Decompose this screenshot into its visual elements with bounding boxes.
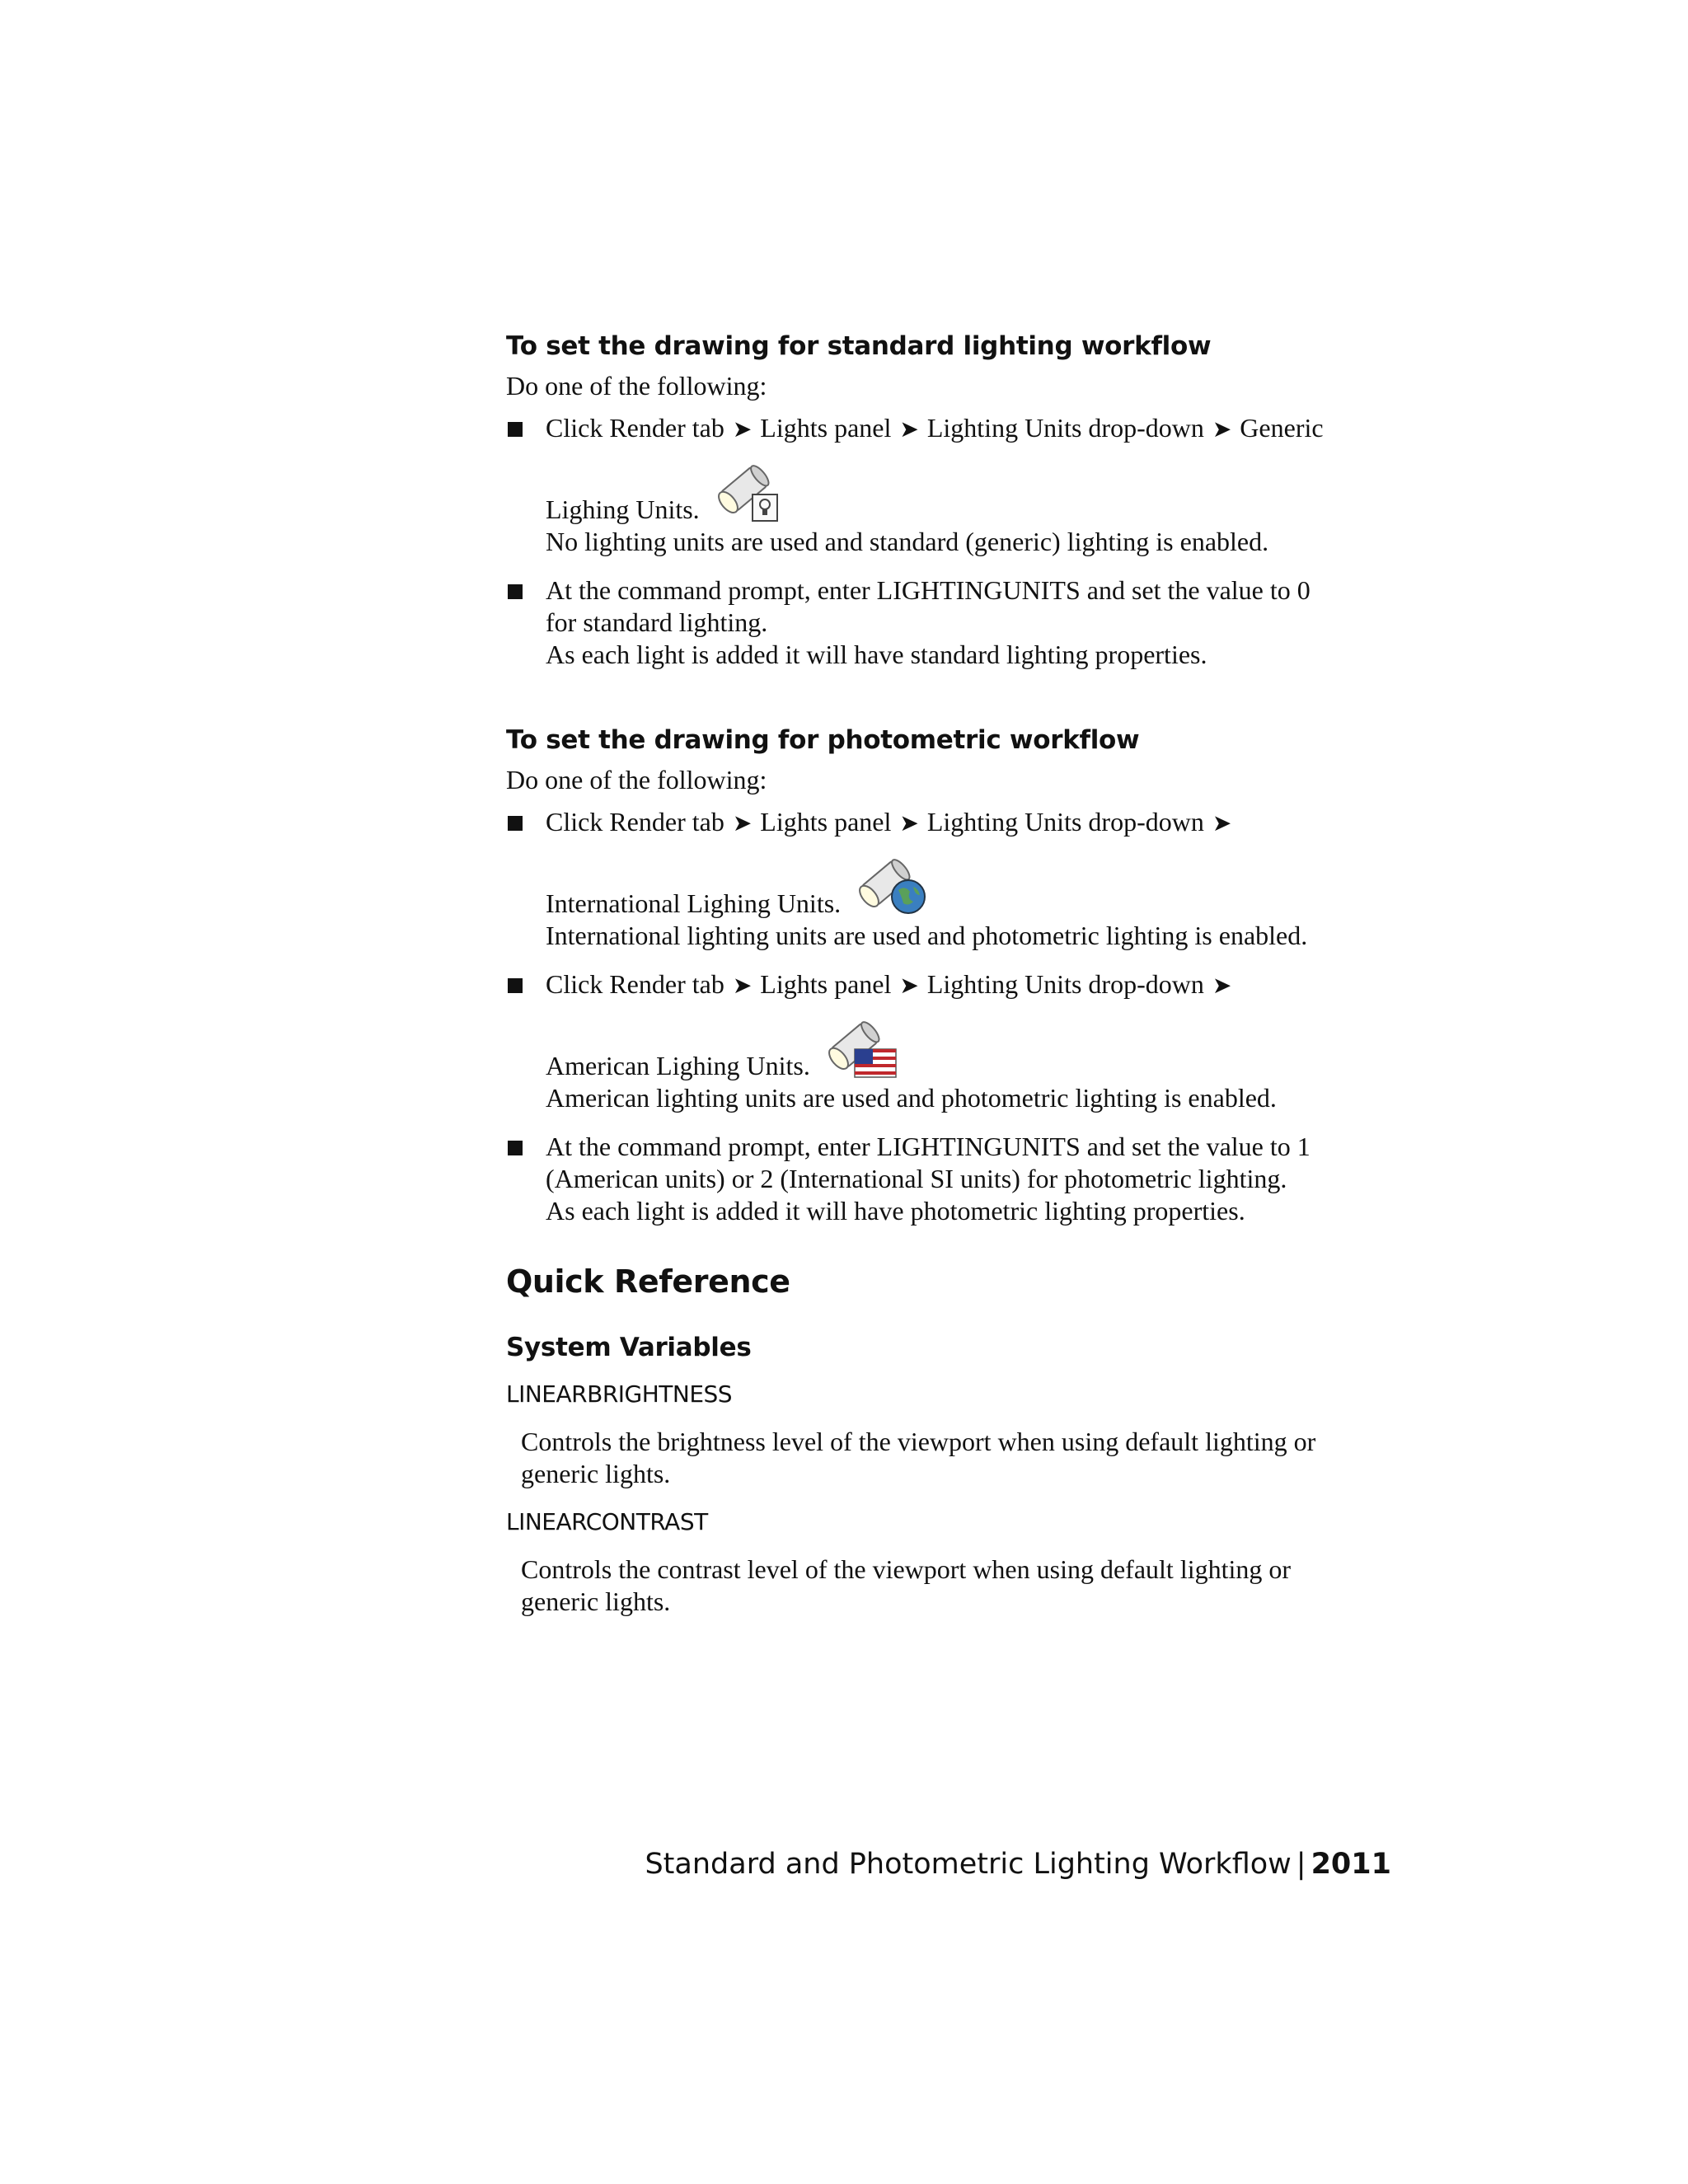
sysvar-description: Controls the contrast level of the viewport when using default lighting or generic lights.: [521, 1554, 1292, 1616]
sysvar-name-linearcontrast[interactable]: LINEARCONTRAST: [506, 1507, 708, 1535]
arrow-icon: ➤: [899, 415, 919, 443]
arrow-icon: ➤: [899, 808, 919, 837]
list-item: [506, 806, 1396, 952]
arrow-icon: ➤: [732, 808, 753, 837]
step-end-text: International Lighing Units.: [546, 888, 842, 918]
arrow-icon: ➤: [899, 971, 919, 999]
step-text: At the command prompt, enter LIGHTINGUNITS and set the value to 1: [546, 1131, 1311, 1161]
step-text: At the command prompt, enter LIGHTINGUNITS and set the value to 0: [546, 574, 1311, 605]
arrow-icon: ➤: [1212, 808, 1232, 837]
path-lighting-units-dropdown: Lighting Units drop-down: [926, 412, 1204, 443]
generic-lighting-units-icon: [710, 450, 784, 524]
page-number: 2011: [1311, 1848, 1391, 1881]
bullet-square-icon: [508, 422, 523, 437]
bullet-square-icon: [508, 978, 523, 993]
step-end-text: Lighing Units.: [546, 494, 700, 524]
step-text: (American units) or 2 (International SI units) for photometric lighting.: [546, 1163, 1287, 1193]
standard-intro: Do one of the following:: [506, 371, 767, 401]
path-render-tab: Click Render tab: [546, 412, 724, 443]
arrow-icon: ➤: [1212, 415, 1232, 443]
path-render-tab: Click Render tab: [546, 806, 724, 837]
step-result: American lighting units are used and photometric lighting is enabled.: [546, 1082, 1277, 1113]
bullet-square-icon: [508, 1141, 523, 1155]
path-lights-panel: Lights panel: [760, 806, 892, 837]
photometric-procedure-title: To set the drawing for photometric workflow: [506, 724, 1140, 755]
path-lights-panel: Lights panel: [760, 412, 892, 443]
arrow-icon: ➤: [1212, 971, 1232, 999]
path-lighting-units-dropdown: Lighting Units drop-down: [926, 968, 1204, 999]
step-result: International lighting units are used and photometric lighting is enabled.: [546, 920, 1308, 950]
arrow-icon: ➤: [732, 415, 753, 443]
menu-path: [546, 412, 1396, 445]
path-render-tab: Click Render tab: [546, 968, 724, 999]
standard-procedure-title: To set the drawing for standard lighting workflow: [506, 331, 1212, 361]
international-lighting-units-icon: [851, 844, 930, 918]
standard-steps: [506, 412, 1396, 671]
list-item: [506, 574, 1396, 671]
list-item: [506, 1131, 1396, 1227]
system-variables-heading: System Variables: [506, 1332, 752, 1362]
arrow-icon: ➤: [732, 971, 753, 999]
step-result: As each light is added it will have standard lighting properties.: [546, 639, 1207, 669]
step-result: No lighting units are used and standard (generic) lighting is enabled.: [546, 526, 1269, 556]
sysvar-description: Controls the brightness level of the viewport when using default lighting or generic lights.: [521, 1426, 1316, 1488]
path-generic: Generic: [1240, 412, 1324, 443]
footer-chapter-title: Standard and Photometric Lighting Workflow: [645, 1848, 1292, 1881]
photometric-steps: [506, 806, 1396, 1227]
menu-path: [546, 968, 1396, 1001]
page-footer: [645, 1848, 1391, 1881]
bullet-square-icon: [508, 584, 523, 599]
menu-path: [546, 806, 1396, 839]
sysvar-name-linearbrightness[interactable]: LINEARBRIGHTNESS: [506, 1380, 733, 1408]
path-lights-panel: Lights panel: [760, 968, 892, 999]
bullet-square-icon: [508, 816, 523, 831]
path-lighting-units-dropdown: Lighting Units drop-down: [926, 806, 1204, 837]
photometric-intro: Do one of the following:: [506, 765, 767, 795]
list-item: [506, 412, 1396, 558]
step-end-text: American Lighing Units.: [546, 1050, 810, 1080]
footer-separator: |: [1296, 1848, 1306, 1881]
step-result: As each light is added it will have photometric lighting properties.: [546, 1195, 1245, 1226]
american-lighting-units-icon: [820, 1006, 899, 1080]
list-item: [506, 968, 1396, 1114]
step-text: for standard lighting.: [546, 607, 768, 637]
page-content: [506, 330, 1396, 1618]
quick-reference-heading: Quick Reference: [506, 1263, 790, 1300]
